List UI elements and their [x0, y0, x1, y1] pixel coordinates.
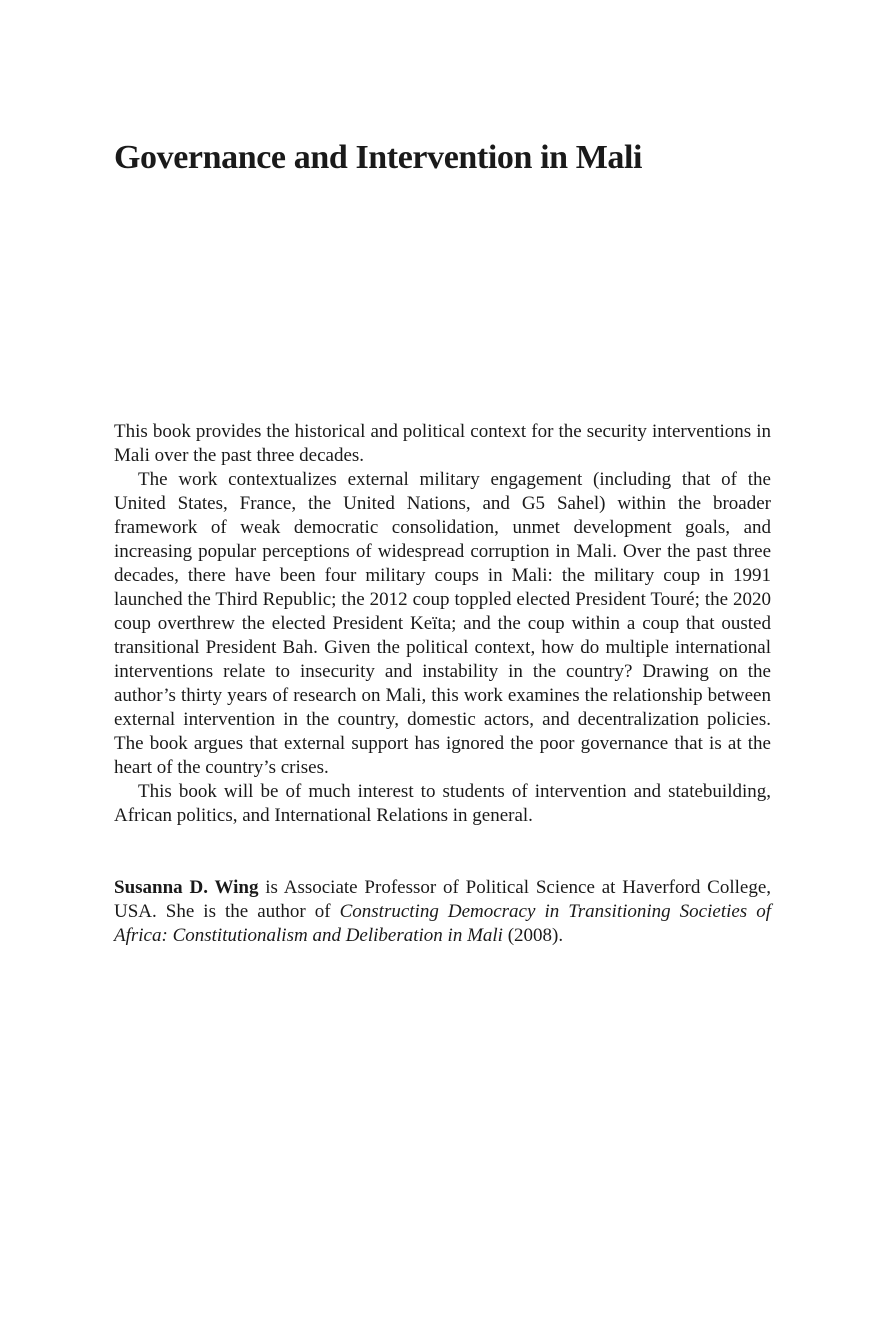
- author-name: Susanna D. Wing: [114, 877, 259, 898]
- author-bio: [114, 876, 771, 948]
- book-description: [114, 420, 771, 828]
- book-title: Governance and Intervention in Mali: [114, 139, 643, 176]
- description-paragraph-1: This book provides the historical and political context for the security interventions in Mali over the past three decades.: [114, 421, 771, 466]
- description-paragraph-2: The work contextualizes external military engagement (including that of the United States, France, the United Nations, and G5 Sahel) within the broader framework of weak democratic consolidation, unmet development goals, and increasing popular perceptions of widespread corruption in Mali. Over the past three decades, there have been four military coups in Mali: the military coup in 1991 launched the Third Republic; the 2012 coup toppled elected President Touré; the 2020 coup overthrew the elected President Keïta; and the coup within a coup that ousted transitional President Bah. Given the political context, how do multiple international interventions relate to insecurity and instability in the country? Drawing on the author’s thirty years of research on Mali, this work examines the relationship between external intervention in the country, domestic actors, and decentralization policies. The book argues that external support has ignored the poor governance that is at the heart of the country’s crises.: [114, 469, 771, 778]
- author-bio-year: (2008).: [502, 925, 564, 946]
- author-previous-book-title: Constructing Democracy in Transitioning Societies of Africa: Constitutionalism and Deliberation in Mali: [114, 901, 771, 946]
- author-bio-text: is Associate Professor of Political Science at Haverford College, USA. She is the author of: [114, 877, 772, 922]
- description-paragraph-3: This book will be of much interest to students of intervention and statebuilding, African politics, and International Relations in general.: [114, 781, 771, 826]
